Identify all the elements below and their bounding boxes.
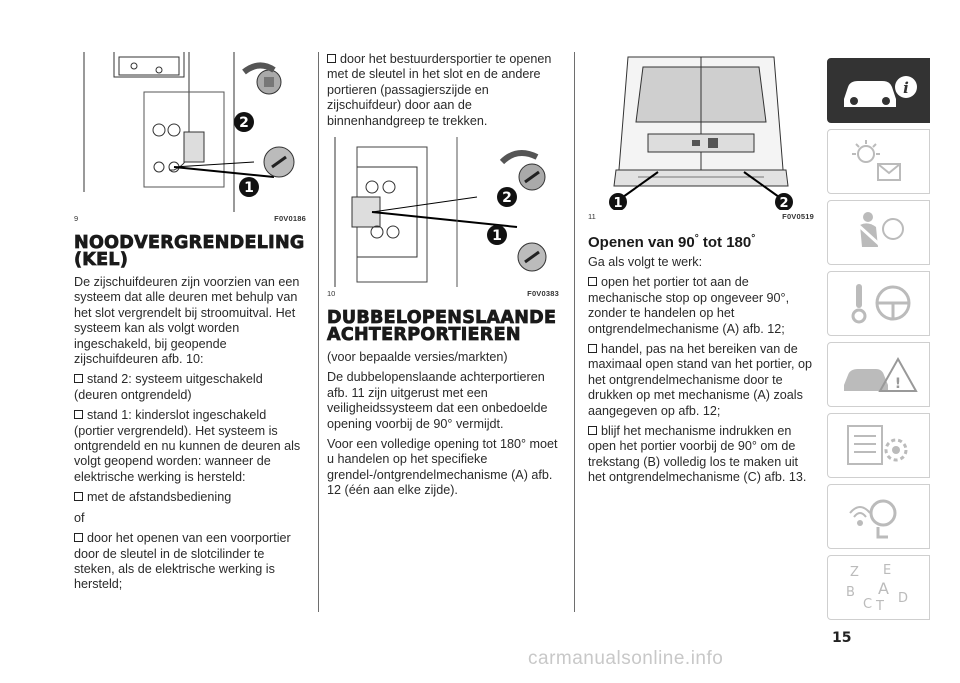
bullet-item: stand 1: kinderslot ingeschakeld (portier vergrendeld). Het systeem is ontgrendeld en nu kunnen de deuren als volgt geopend worden: wanneer de elektrische werking is hersteld: (74, 408, 306, 485)
bullet-item: met de afstandsbediening (74, 490, 306, 505)
section-heading (588, 233, 814, 251)
conjunction-text: of (74, 510, 85, 525)
page-number: 15 (832, 630, 852, 646)
maintenance-icon (838, 420, 923, 470)
figure-code: F0V0519 (782, 212, 814, 221)
breakdown-triangle-icon (838, 349, 923, 399)
column-3 (588, 52, 814, 491)
seatbelt-airbag-icon (838, 207, 923, 257)
tab-key-steering[interactable] (827, 271, 930, 336)
dashboard-warning-icon (838, 136, 923, 186)
section-heading: NOODVERGRENDELING (KEL) (74, 233, 305, 270)
paragraph: (voor bepaalde versies/markten) (327, 350, 508, 365)
figure-caption (588, 212, 814, 221)
figure-11-rear-doors (588, 52, 814, 221)
tab-car-info[interactable] (827, 58, 930, 123)
heading-part: tot 180 (698, 234, 752, 251)
callout-1: 1 (492, 228, 502, 245)
bullet-item: stand 2: systeem uitgeschakeld (deuren ontgrendeld) (74, 372, 306, 403)
column-divider (318, 52, 319, 612)
degree-sign: ° (694, 233, 699, 244)
tab-maintenance[interactable] (827, 413, 930, 478)
tab-breakdown[interactable] (827, 342, 930, 407)
column-1 (74, 52, 306, 598)
degree-sign: ° (751, 233, 756, 244)
figure-code: F0V0186 (274, 214, 306, 223)
callout-1: 1 (244, 180, 254, 196)
index-letter: C (863, 597, 873, 612)
index-letter: T (876, 599, 884, 612)
callout-1: 1 (613, 196, 623, 210)
figure-caption (327, 289, 559, 298)
key-steering-icon (838, 278, 923, 328)
bullet-item: blijf het mechanisme indrukken en open het portier voorbij de 90° om de trekstang (B) volledig los te maken uit het ontgrendelmechanisme (C) afb. 13. (588, 424, 814, 486)
paragraph: De zijschuifdeuren zijn voorzien van een systeem dat alle deuren met behulp van het slot vergrendelt bij stroomuitval. Het systeem kan als volgt worden ingeschakeld, bij geopende zijschuifdeuren afb. 10: (74, 275, 300, 367)
tab-seatbelt-airbag[interactable] (827, 200, 930, 265)
watermark: carmanualsonline.info (528, 648, 724, 669)
sliding-door-lock-illustration (327, 137, 559, 287)
index-letter: E (883, 563, 892, 578)
svg-text:!: ! (894, 376, 902, 392)
paragraph: De dubbelopenslaande achterportieren afb. 11 zijn uitgerust met een veiligheidssysteem dat een onbedoelde opening voorbij de 90° vermijdt. (327, 370, 548, 431)
index-letter: B (846, 585, 855, 600)
side-door-lock-illustration (74, 52, 306, 212)
callout-2: 2 (779, 196, 789, 210)
index-letter: A (878, 579, 889, 598)
tab-index[interactable] (827, 555, 930, 620)
bullet-item: door het bestuurdersportier te openen met de sleutel in het slot en de andere portieren (passagierszijde en zijschuifdeur) door aan de binnenhandgreep te trekken. (327, 52, 559, 129)
column-divider (574, 52, 575, 612)
chapter-tabs (827, 58, 930, 626)
section-heading: DUBBELOPENSLAANDE ACHTERPORTIEREN (327, 308, 557, 346)
rear-doors-illustration (588, 52, 814, 210)
car-info-icon (838, 65, 923, 115)
column-2 (327, 52, 559, 504)
tab-dashboard-warning[interactable] (827, 129, 930, 194)
index-letter: Z (850, 565, 859, 580)
figure-caption (74, 214, 306, 223)
intro-text: Ga als volgt te werk: (588, 255, 703, 269)
svg-text:i: i (903, 79, 909, 97)
index-letter: D (898, 591, 909, 606)
multimedia-icon (838, 491, 923, 541)
figure-code: F0V0383 (527, 289, 559, 299)
bullet-item: door het openen van een voorportier door de sleutel in de slotcilinder te steken, als de elektrische werking is hersteld; (74, 531, 306, 593)
heading-part: Openen van 90 (588, 234, 695, 251)
callout-2: 2 (502, 190, 512, 207)
figure-10-sliding-door-lock (327, 137, 559, 298)
index-letters-icon (838, 562, 923, 612)
bullet-item: open het portier tot aan de mechanische stop op ongeveer 90°, zonder te handelen op het ontgrendelmechanisme (A) afb. 12; (588, 275, 814, 337)
figure-number: 9 (74, 214, 79, 223)
bullet-item: handel, pas na het bereiken van de maximaal open stand van het portier, op het ontgrendelmechanisme door te drukken op met mechanisme (A) zoals aangegeven op afb. 12; (588, 342, 813, 418)
figure-number: 10 (327, 289, 336, 299)
figure-number: 11 (588, 212, 596, 221)
figure-9-side-door-lock (74, 52, 306, 223)
tab-multimedia[interactable] (827, 484, 930, 549)
callout-2: 2 (239, 115, 249, 131)
paragraph: Voor een volledige opening tot 180° moet u handelen op het specifieke grendel-/ontgrendelmechanisme (A) afb. 12 (één aan elke zijde). (327, 437, 558, 498)
